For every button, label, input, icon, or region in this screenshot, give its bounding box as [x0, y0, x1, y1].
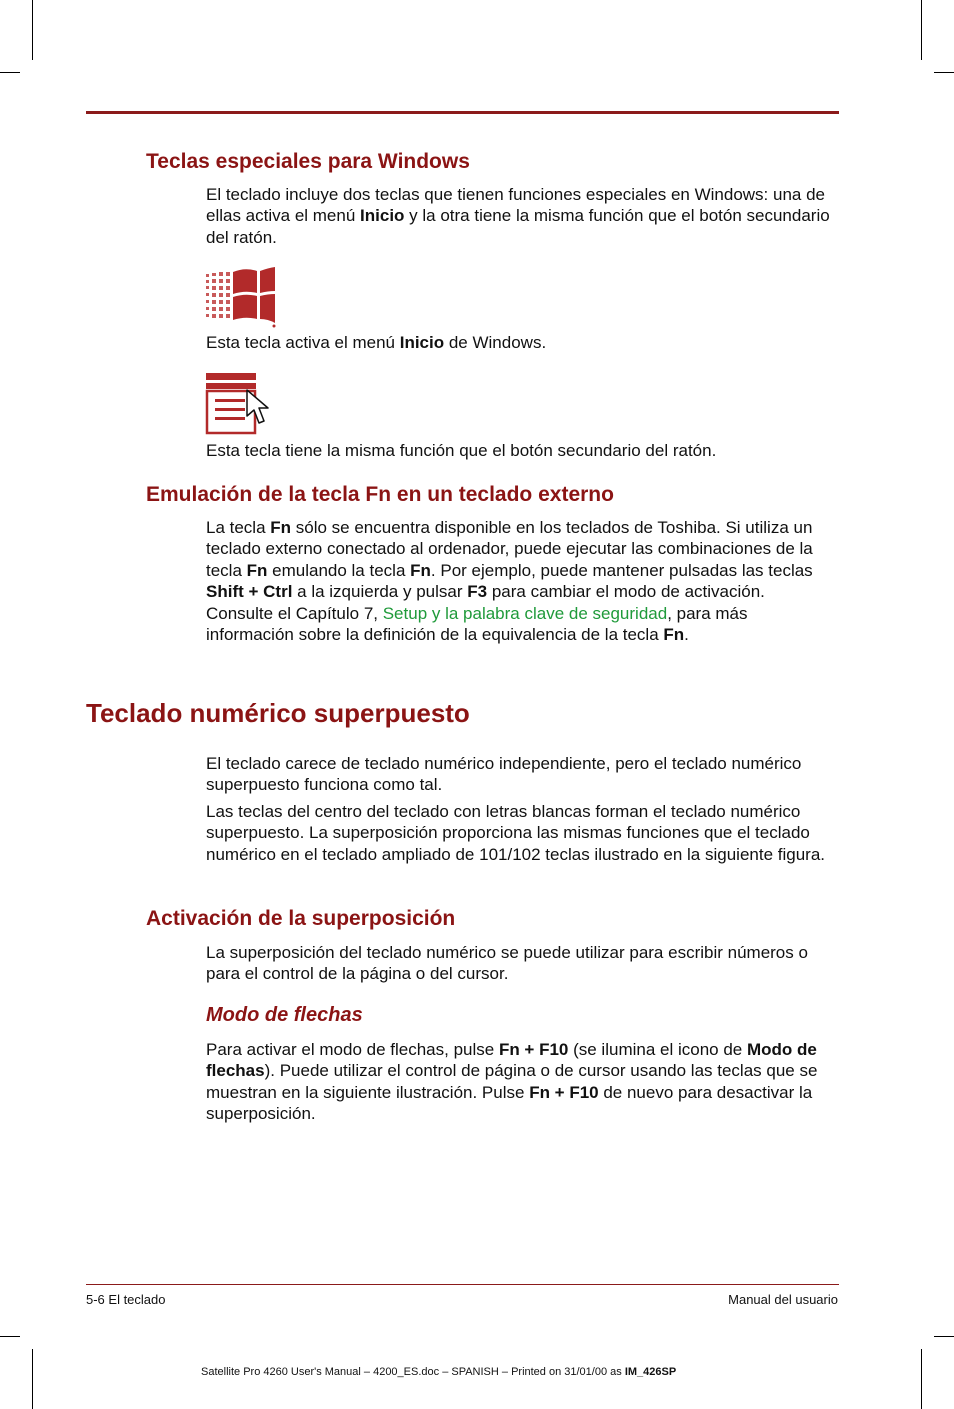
section-heading-windows-keys: Teclas especiales para Windows: [146, 150, 470, 173]
activation-paragraph: La superposición del teclado numérico se puede utilizar para escribir números o para el control de la página o del cursor.: [206, 943, 808, 984]
crop-mark: [32, 0, 33, 60]
crop-mark: [32, 1349, 33, 1409]
crop-mark: [921, 0, 922, 60]
numeric-overlay-paragraph-2: Las teclas del centro del teclado con letras blancas forman el teclado numérico superpuesto. La superposición proporciona las mismas funciones que el teclado numérico en el teclado ampliado de 101/102 teclas ilustrado en la siguiente figura.: [206, 802, 826, 864]
fn-emulation-paragraph: La tecla Fn sólo se encuentra disponible en los teclados de Toshiba. Si utiliza un teclado externo conectado al ordenador, puede ejecutar las combinaciones de la tecla Fn emulando la tecla Fn. Por ejemplo, puede mantener pulsadas las teclas Shift + Ctrl a la izquierda y pulsar F3 para cambiar el modo de activación. Consulte el Capítulo 7, Setup y la palabra clave de seguridad, para más información sobre la definición de la equivalencia de la tecla Fn.: [206, 518, 813, 645]
print-info-line: Satellite Pro 4260 User's Manual – 4200_ES.doc – SPANISH – Printed on 31/01/00 as IM_426SP: [201, 1366, 677, 1378]
footer-manual-title: Manual del usuario: [728, 1292, 838, 1307]
arrow-mode-paragraph: Para activar el modo de flechas, pulse Fn + F10 (se ilumina el icono de Modo de flechas). Puede utilizar el control de página o de cursor usando las teclas que se muestran en la siguiente ilustración. Pulse Fn + F10 de nuevo para desactivar la superposición.: [206, 1040, 818, 1124]
subheading-arrow-mode: Modo de flechas: [206, 1004, 363, 1026]
crop-mark: [921, 1349, 922, 1409]
windows-logo-icon: [205, 266, 279, 328]
crop-mark: [0, 1336, 20, 1337]
footer-page-label: 5-6 El teclado: [86, 1292, 166, 1307]
windows-keys-intro: El teclado incluye dos teclas que tienen funciones especiales en Windows: una de ellas activa el menú Inicio y la otra tiene la misma función que el botón secundario del ratón.: [206, 185, 830, 247]
crop-mark: [934, 72, 954, 73]
section-heading-activation: Activación de la superposición: [146, 907, 456, 930]
windows-key-description: Esta tecla activa el menú Inicio de Windows.: [206, 333, 547, 352]
numeric-overlay-paragraph-1: El teclado carece de teclado numérico independiente, pero el teclado numérico superpuesto funciona como tal.: [206, 754, 802, 795]
header-rule: [86, 111, 839, 114]
crop-mark: [0, 72, 20, 73]
crop-mark: [934, 1336, 954, 1337]
footer-rule: [86, 1284, 839, 1285]
app-key-description: Esta tecla tiene la misma función que el botón secundario del ratón.: [206, 441, 717, 460]
chapter-7-link[interactable]: Setup y la palabra clave de seguridad: [382, 603, 668, 623]
page-title-numeric-overlay: Teclado numérico superpuesto: [86, 698, 470, 728]
context-menu-key-icon: [205, 371, 283, 435]
section-heading-fn-emulation: Emulación de la tecla Fn en un teclado externo: [146, 483, 614, 506]
